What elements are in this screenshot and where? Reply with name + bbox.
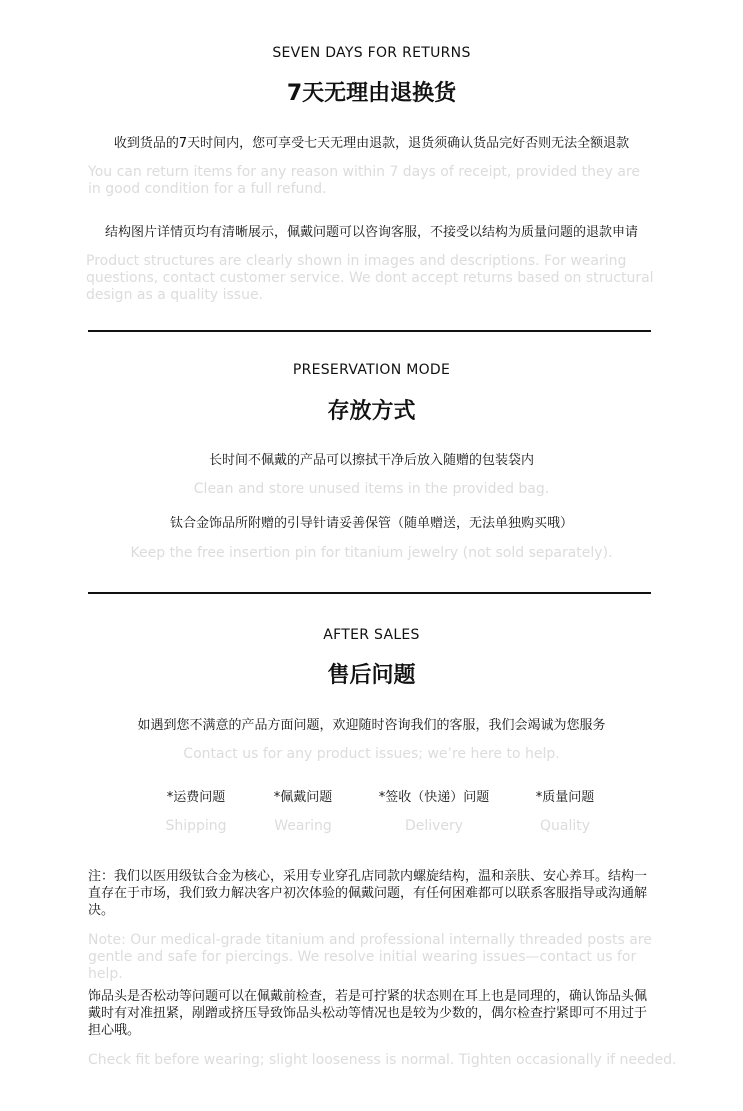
category-delivery: *签收（快递）问题 Delivery bbox=[378, 790, 490, 834]
category-wearing: *佩戴问题 Wearing bbox=[273, 790, 333, 834]
preservation-line2-en: Keep the free insertion pin for titanium jewelry (not sold separately). bbox=[130, 545, 613, 561]
returns-line2-en: Product structures are clearly shown in images and descriptions. For wearing questions, contact customer service. We dont accept returns based on structural design as a quality issue. bbox=[86, 253, 654, 303]
returns-title: 7天无理由退换货 bbox=[286, 81, 457, 106]
category-quality: *质量问题 Quality bbox=[535, 790, 595, 834]
preservation-title: 存放方式 bbox=[327, 399, 416, 424]
category-shipping: *运费问题 Shipping bbox=[165, 790, 227, 834]
check-en: Check fit before wearing; slight looseness is normal. Tighten occasionally if needed. bbox=[88, 1052, 677, 1068]
returns-kicker: SEVEN DAYS FOR RETURNS bbox=[272, 45, 471, 61]
returns-line1-cn: 收到货品的7天时间内，您可享受七天无理由退款，退货须确认货品完好否则无法全额退款 bbox=[113, 136, 630, 151]
check-cn: 饰品头是否松动等问题可以在佩戴前检查，若是可拧紧的状态则在耳上也是同理的，确认饰品头佩戴时有对准扭紧，剐蹭或挤压导致饰品头松动等情况也是较为少数的，偶尔检查拧紧即可不用过于担心哦。 bbox=[88, 989, 648, 1038]
after-sales-title: 售后问题 bbox=[327, 663, 416, 688]
preservation-line1-cn: 长时间不佩戴的产品可以擦拭干净后放入随赠的包装袋内 bbox=[208, 453, 534, 468]
returns-line2-cn: 结构图片详情页均有清晰展示，佩戴问题可以咨询客服，不接受以结构为质量问题的退款申请 bbox=[104, 225, 638, 240]
returns-line1-en: You can return items for any reason within 7 days of receipt, provided they are in good condition for a full refund. bbox=[88, 164, 641, 197]
note-en: Note: Our medical-grade titanium and professional internally threaded posts are gentle and safe for piercings. We resolve initial wearing issues—contact us for help. bbox=[88, 932, 652, 982]
after-sales-line1-en: Contact us for any product issues; we’re here to help. bbox=[183, 746, 560, 762]
section-divider bbox=[88, 592, 651, 594]
preservation-line2-cn: 钛合金饰品所附赠的引导针请妥善保管（随单赠送，无法单独购买哦） bbox=[169, 516, 573, 531]
after-sales-kicker: AFTER SALES bbox=[323, 627, 420, 643]
note-cn: 注：我们以医用级钛合金为核心，采用专业穿孔店同款内螺旋结构，温和亲肤、安心养耳。结构一直存在于市场，我们致力解决客户初次体验的佩戴问题，有任何困难都可以联系客服指导或沟通解决。 bbox=[88, 869, 648, 918]
after-sales-line1-cn: 如遇到您不满意的产品方面问题，欢迎随时咨询我们的客服，我们会竭诚为您服务 bbox=[137, 718, 606, 733]
section-divider bbox=[88, 330, 651, 332]
preservation-kicker: PRESERVATION MODE bbox=[292, 362, 451, 378]
preservation-line1-en: Clean and store unused items in the provided bag. bbox=[193, 481, 550, 497]
